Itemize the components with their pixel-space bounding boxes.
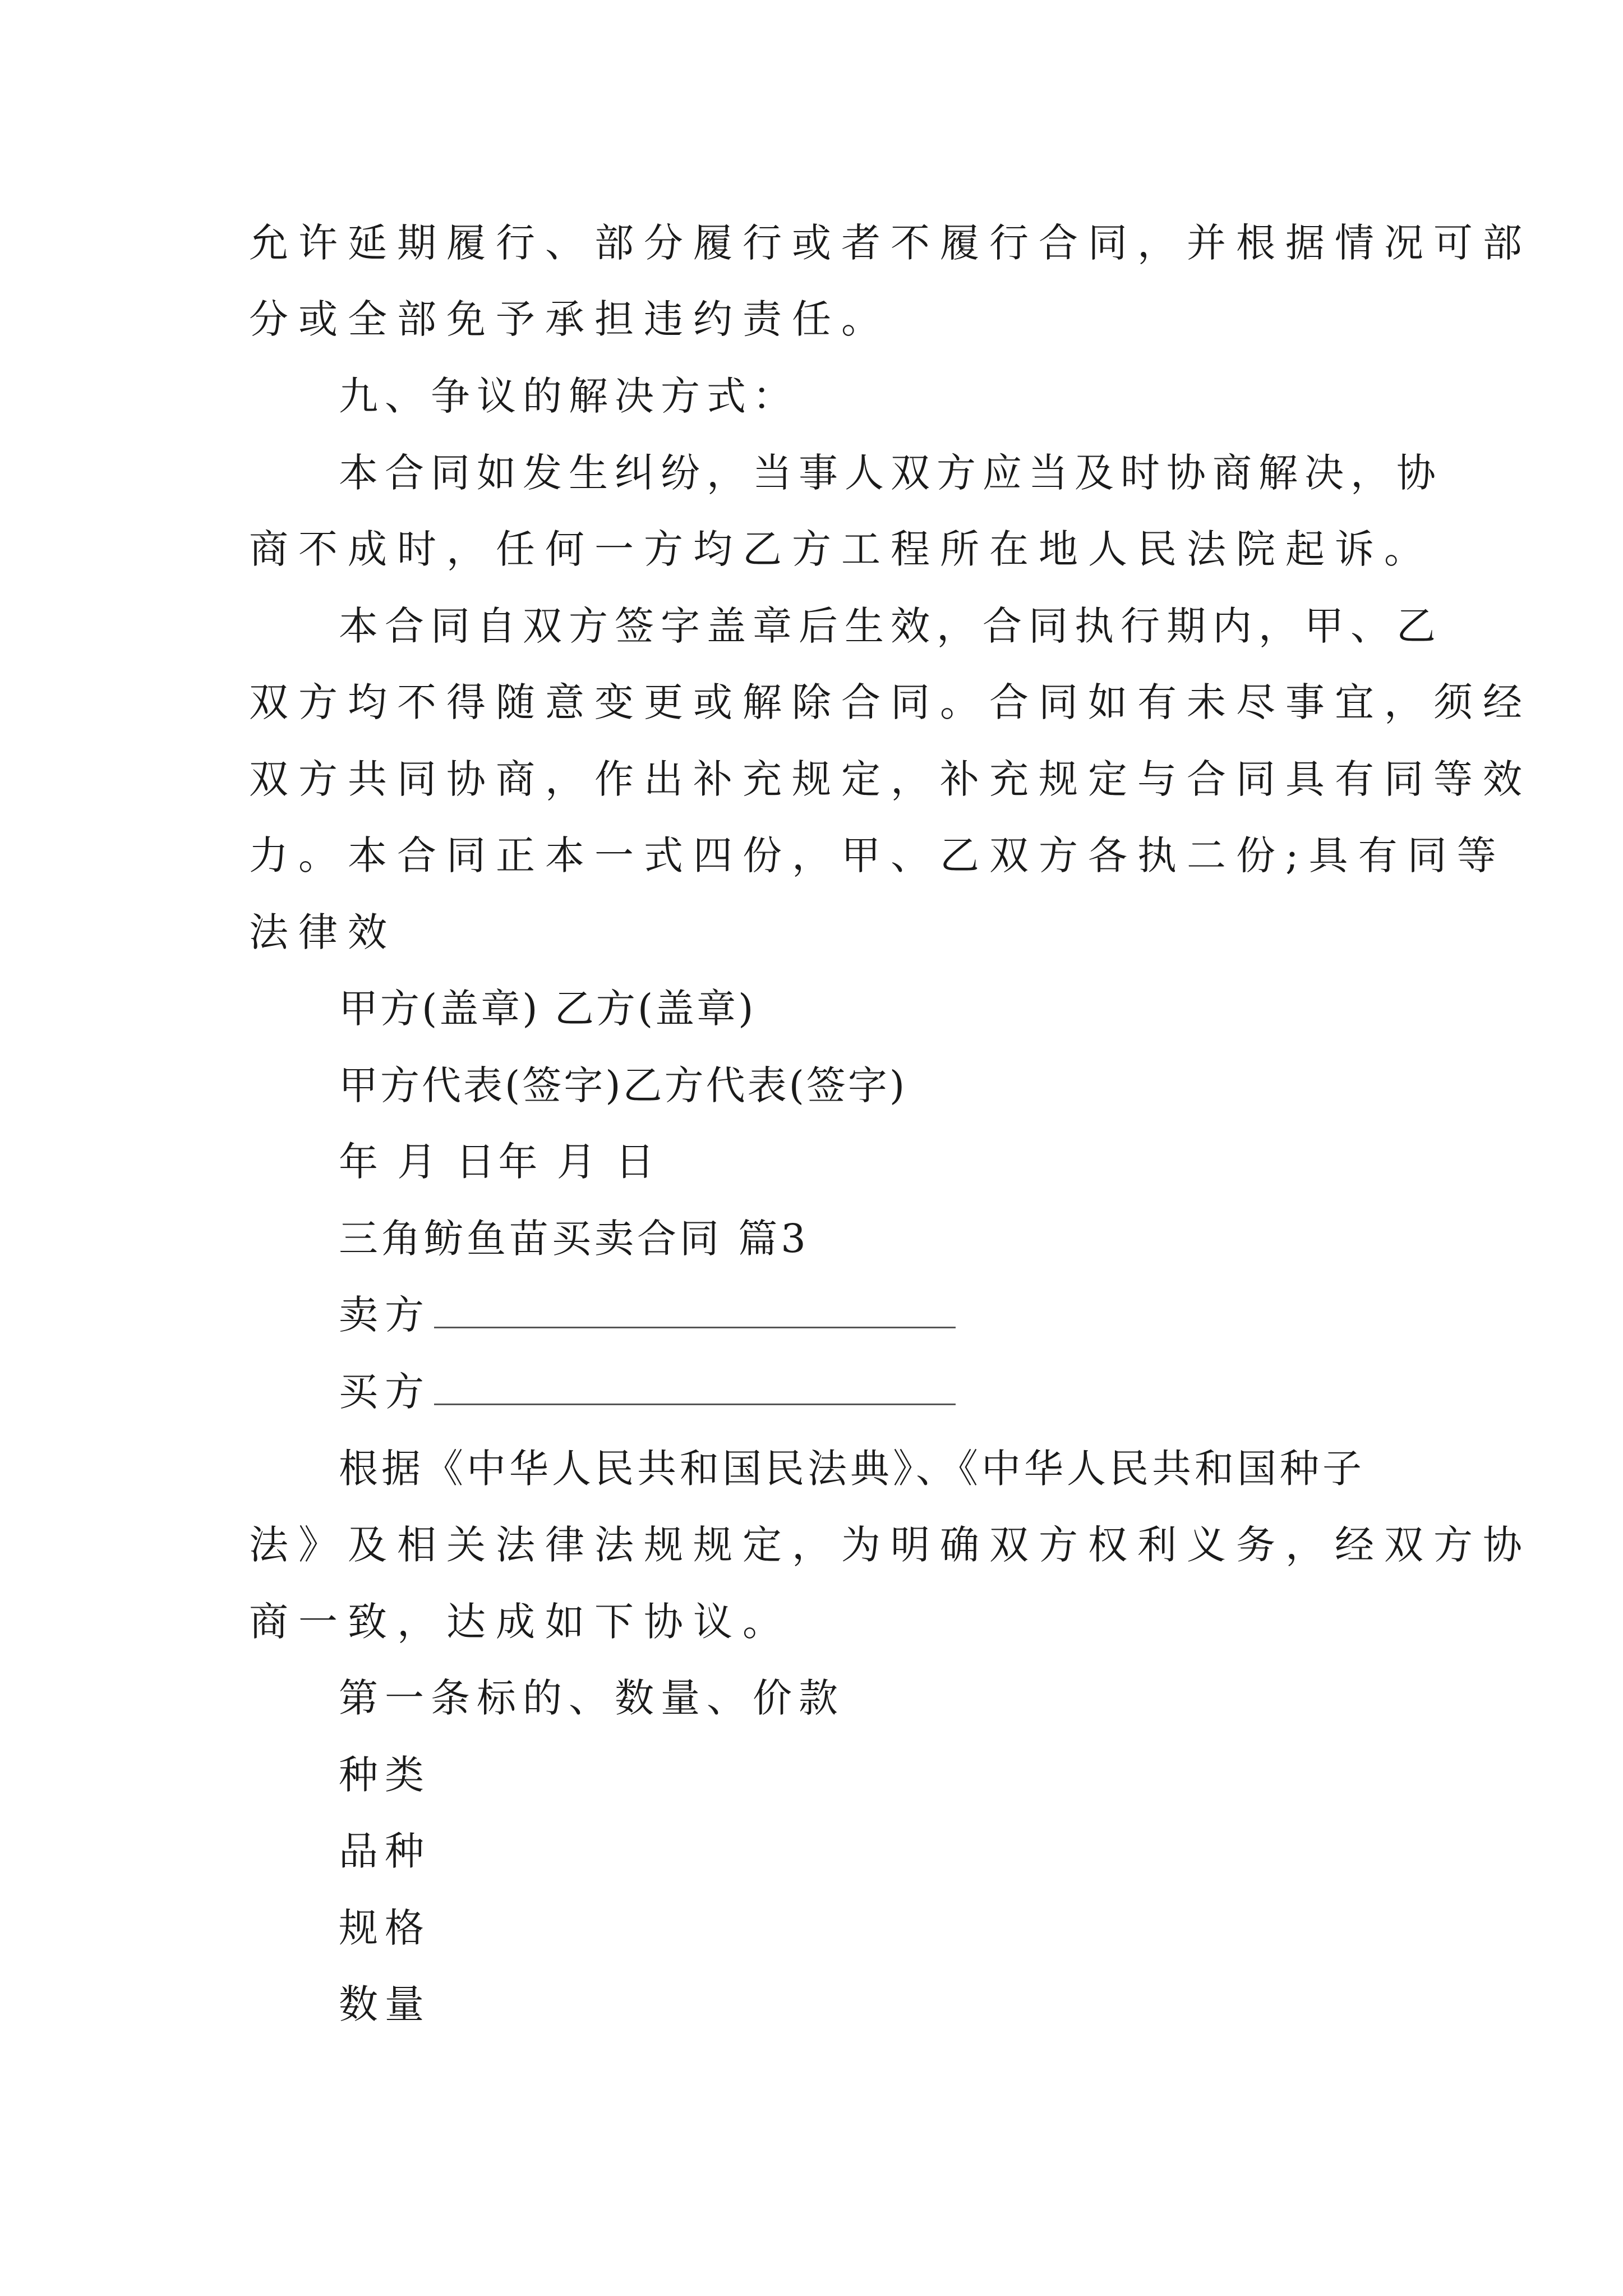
- paragraph-line: 商不成时，任何一方均乙方工程所在地人民法院起诉。: [249, 526, 1433, 572]
- contract-title: 三角鲂鱼苗买卖合同 篇3: [339, 1216, 809, 1262]
- paragraph-line: 法》及相关法律法规规定，为明确双方权利义务，经双方协: [249, 1522, 1532, 1568]
- party-seal-line: 甲方(盖章) 乙方(盖章): [339, 986, 756, 1032]
- field-label-type: 种类: [339, 1752, 431, 1798]
- paragraph-line: 根据《中华人民共和国民法典》、《中华人民共和国种子: [339, 1446, 1365, 1492]
- buyer-line: [339, 1369, 956, 1415]
- paragraph-line: 本合同如发生纠纷，当事人双方应当及时协商解决，协: [339, 450, 1442, 496]
- paragraph-line: 力。本合同正本一式四份，甲、乙双方各执二份;具有同等: [249, 832, 1506, 878]
- buyer-label: 买方: [339, 1369, 431, 1415]
- seller-label: 卖方: [339, 1292, 431, 1338]
- article-heading: 第一条标的、数量、价款: [339, 1675, 845, 1721]
- paragraph-line: 双方均不得随意变更或解除合同。合同如有未尽事宜，须经: [249, 679, 1532, 725]
- field-label-quantity: 数量: [339, 1981, 431, 2027]
- date-line: 年 月 日年 月 日: [339, 1139, 658, 1185]
- section-heading: 九、争议的解决方式：: [339, 373, 799, 419]
- representative-signature-line: 甲方代表(签字)乙方代表(签字): [339, 1062, 907, 1108]
- buyer-blank-field: [434, 1372, 956, 1405]
- paragraph-line: 商一致，达成如下协议。: [249, 1599, 792, 1645]
- paragraph-line: 本合同自双方签字盖章后生效，合同执行期内，甲、乙: [339, 603, 1442, 649]
- field-label-variety: 品种: [339, 1828, 431, 1874]
- paragraph-line: 分或全部免予承担违约责任。: [249, 296, 891, 342]
- seller-line: [339, 1292, 956, 1338]
- field-label-specification: 规格: [339, 1905, 431, 1951]
- paragraph-line: 允许延期履行、部分履行或者不履行合同，并根据情况可部: [249, 220, 1532, 266]
- paragraph-line: 法律效: [249, 909, 397, 955]
- seller-blank-field: [434, 1295, 956, 1328]
- paragraph-line: 双方共同协商，作出补充规定，补充规定与合同具有同等效: [249, 756, 1532, 802]
